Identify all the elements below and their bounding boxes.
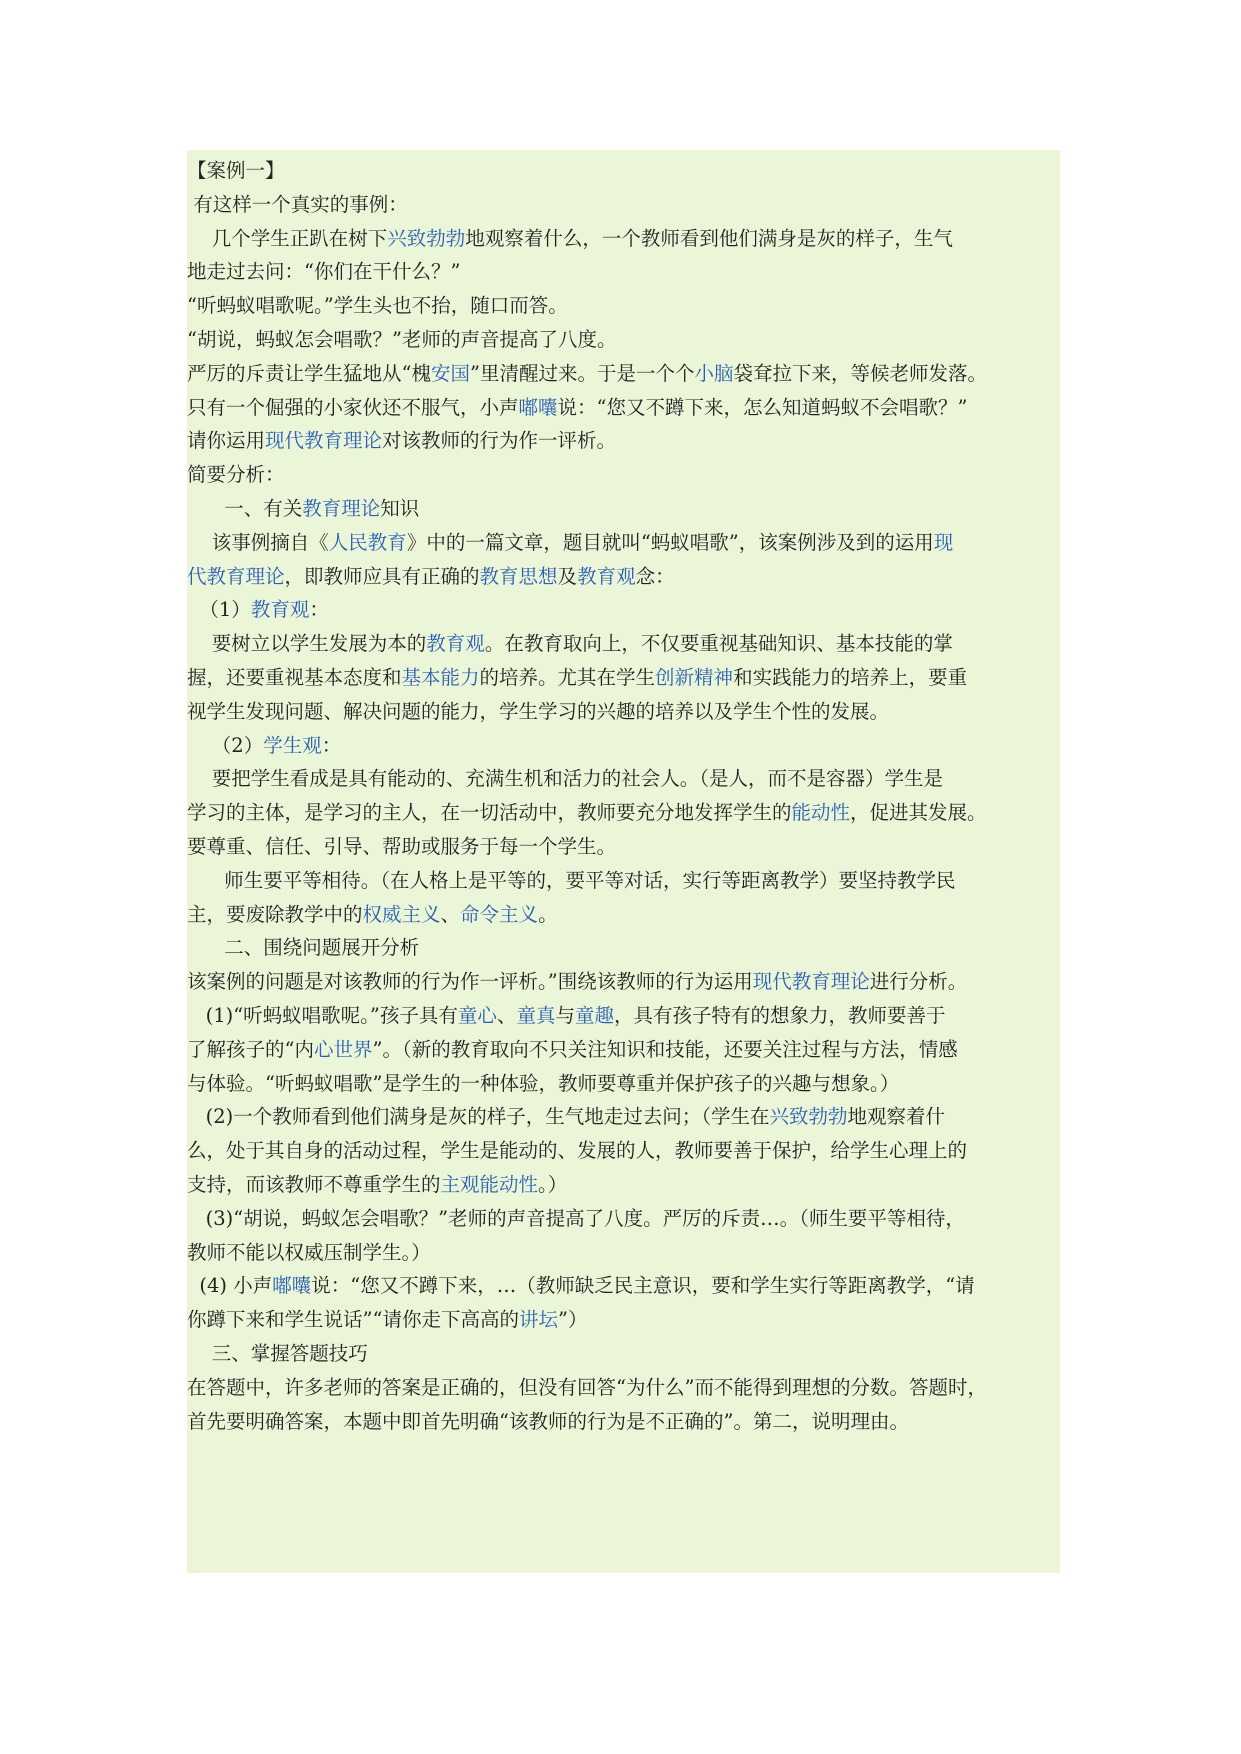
inline-link[interactable]: 童真 bbox=[516, 1004, 556, 1027]
text-line bbox=[187, 559, 675, 595]
text-line bbox=[187, 930, 419, 966]
line-text: 主，要废除教学中的 bbox=[187, 902, 363, 926]
line-text: 。 bbox=[538, 902, 558, 926]
text-line bbox=[187, 457, 285, 493]
inline-link[interactable]: 童趣 bbox=[574, 1004, 614, 1027]
inline-link[interactable]: 权威主义 bbox=[362, 902, 441, 926]
line-text: ，具有孩子特有的想象力，教师要善于 bbox=[613, 1004, 946, 1027]
text-line bbox=[187, 1201, 965, 1237]
line-text: 师生要平等相待。（在人格上是平等的，要平等对话，实行等距离教学）要坚持教学民 bbox=[187, 868, 956, 892]
text-line bbox=[187, 694, 889, 730]
line-text: 地观察着什 bbox=[847, 1105, 945, 1129]
text-line bbox=[187, 728, 341, 764]
text-line bbox=[187, 423, 616, 459]
text-line bbox=[187, 626, 953, 662]
line-text: 握，还要重视基本态度和 bbox=[187, 666, 402, 689]
line-text: 该事例摘自《 bbox=[187, 530, 329, 554]
line-text: 与体验。“听蚂蚁唱歌”是学生的一种体验，教师要尊重并保护孩子的兴趣与想象。） bbox=[187, 1071, 900, 1095]
text-line bbox=[187, 356, 987, 392]
line-text: 地观察着什么，一个教师看到他们满身是灰的样子，生气 bbox=[465, 226, 953, 250]
inline-link[interactable]: 童心 bbox=[457, 1004, 497, 1027]
text-line bbox=[187, 221, 953, 257]
text-line bbox=[187, 1032, 958, 1068]
line-text: 学习的主体，是学习的主人，在一切活动中，教师要充分地发挥学生的 bbox=[187, 801, 792, 825]
line-text: 要把学生看成是具有能动的、充满生机和活力的社会人。（是人，而不是容器）学生是 bbox=[187, 767, 944, 791]
text-line bbox=[187, 1099, 945, 1135]
inline-link[interactable]: 教育理论 bbox=[302, 497, 381, 520]
inline-link[interactable]: 教育观 bbox=[250, 598, 310, 622]
inline-link[interactable]: 命令主义 bbox=[460, 902, 539, 926]
text-line bbox=[187, 1268, 975, 1304]
line-text: (3)“胡说，蚂蚁怎会唱歌？”老师的声音提高了八度。严厉的斥责…。（师生要平等相待， bbox=[187, 1206, 965, 1230]
text-line bbox=[187, 288, 568, 324]
inline-link[interactable]: 心世界 bbox=[313, 1037, 373, 1061]
line-text: 、 bbox=[440, 902, 461, 926]
inline-link[interactable]: 嘟囔 bbox=[272, 1274, 312, 1298]
line-text: 进行分析。 bbox=[869, 970, 968, 994]
inline-link[interactable]: 人民教育 bbox=[328, 530, 407, 554]
line-text: 几个学生正趴在树下 bbox=[187, 226, 388, 250]
line-text: “胡说，蚂蚁怎会唱歌？”老师的声音提高了八度。 bbox=[187, 328, 617, 351]
line-text: 说：“您又不蹲下来，…（教师缺乏民主意识，要和学生实行等距离教学，“请 bbox=[311, 1274, 975, 1298]
text-line bbox=[187, 1370, 987, 1406]
inline-link[interactable]: 教育观 bbox=[577, 564, 636, 588]
inline-link[interactable]: 主观能动性 bbox=[440, 1173, 539, 1196]
text-line bbox=[187, 153, 285, 189]
line-text: 了解孩子的“内 bbox=[187, 1037, 314, 1061]
inline-link[interactable]: 教育观 bbox=[426, 632, 485, 656]
inline-link[interactable]: 能动性 bbox=[791, 801, 851, 825]
line-text: 地走过去问：“你们在干什么？” bbox=[187, 260, 461, 284]
line-text: 三、掌握答题技巧 bbox=[187, 1342, 368, 1365]
text-line bbox=[187, 1235, 431, 1271]
text-line bbox=[187, 1336, 368, 1372]
text-line bbox=[187, 322, 616, 358]
line-text: 【案例一】 bbox=[187, 159, 285, 182]
text-line bbox=[187, 829, 616, 865]
line-text: (2)一个教师看到他们满身是灰的样子，生气地走过去问；（学生在 bbox=[187, 1105, 770, 1129]
inline-link[interactable]: 兴致勃勃 bbox=[387, 226, 466, 250]
inline-link[interactable]: 兴致勃勃 bbox=[769, 1105, 848, 1129]
line-text: 视学生发现问题、解决问题的能力，学生学习的兴趣的培养以及学生个性的发展。 bbox=[187, 699, 890, 723]
line-text: （1） bbox=[187, 598, 251, 622]
text-line bbox=[187, 187, 408, 223]
line-text: (1)“听蚂蚁唱歌呢。”孩子具有 bbox=[187, 1004, 458, 1027]
inline-link[interactable]: 基本能力 bbox=[401, 666, 480, 689]
text-line bbox=[187, 1167, 567, 1203]
inline-link[interactable]: 创新精神 bbox=[655, 666, 734, 689]
line-text: 有这样一个真实的事例： bbox=[187, 192, 408, 216]
line-text: 与 bbox=[555, 1004, 575, 1027]
line-text: 一、有关 bbox=[187, 497, 303, 520]
line-text: 袋耷拉下来，等候老师发落。 bbox=[733, 361, 988, 385]
text-line bbox=[187, 863, 955, 899]
line-text: 知识 bbox=[380, 497, 420, 520]
line-text: “听蚂蚁唱歌呢。”学生头也不抬，随口而答。 bbox=[187, 294, 568, 318]
line-text: 在答题中，许多老师的答案是正确的，但没有回答“为什么”而不能得到理想的分数。答题时， bbox=[187, 1375, 987, 1399]
inline-link[interactable]: 现 bbox=[933, 530, 954, 554]
inline-link[interactable]: 安国 bbox=[430, 361, 470, 385]
line-text: 支持，而该教师不尊重学生的 bbox=[187, 1173, 441, 1196]
line-text: 要树立以学生发展为本的 bbox=[187, 632, 427, 656]
inline-link[interactable]: 讲坛 bbox=[518, 1308, 558, 1332]
inline-link[interactable]: 代教育理论 bbox=[187, 564, 285, 588]
line-text: ： bbox=[309, 598, 329, 622]
text-line bbox=[187, 491, 419, 527]
text-line bbox=[187, 998, 946, 1034]
inline-link[interactable]: 嘟囔 bbox=[518, 395, 558, 419]
line-text: 首先要明确答案，本题中即首先明确“该教师的行为是不正确的”。第二，说明理由。 bbox=[187, 1409, 909, 1433]
line-text: 教师不能以权威压制学生。） bbox=[187, 1240, 431, 1264]
document-body bbox=[187, 150, 1060, 1573]
line-text: 请你运用 bbox=[187, 429, 266, 453]
line-text: 。） bbox=[538, 1173, 568, 1196]
text-line bbox=[187, 592, 329, 628]
line-text: 么，处于其自身的活动过程，学生是能动的、发展的人，教师要善于保护，给学生心理上的 bbox=[187, 1139, 968, 1163]
line-text: 二、围绕问题展开分析 bbox=[187, 936, 420, 960]
line-text: 只有一个倔强的小家伙还不服气，小声 bbox=[187, 395, 519, 419]
inline-link[interactable]: 学生观 bbox=[263, 733, 322, 757]
inline-link[interactable]: 教育思想 bbox=[479, 564, 558, 588]
line-text: 念： bbox=[635, 564, 675, 588]
line-text: 对该教师的行为作一评析。 bbox=[382, 429, 617, 453]
text-line bbox=[187, 1302, 587, 1338]
line-text: 和实践能力的培养上，要重 bbox=[733, 666, 968, 689]
text-line bbox=[187, 660, 967, 696]
line-text: 、 bbox=[496, 1004, 517, 1027]
text-line bbox=[187, 390, 967, 426]
text-line bbox=[187, 254, 460, 290]
line-text: 》中的一篇文章，题目就叫“蚂蚁唱歌”，该案例涉及到的运用 bbox=[406, 530, 934, 554]
line-text: ”） bbox=[557, 1308, 588, 1332]
text-line bbox=[187, 795, 987, 831]
line-text: ： bbox=[321, 733, 342, 757]
line-text: ”。（新的教育取向不只关注知识和技能，还要关注过程与方法，情感 bbox=[372, 1037, 958, 1061]
inline-link[interactable]: 现代教育理论 bbox=[265, 429, 383, 453]
line-text: 及 bbox=[557, 564, 578, 588]
text-line bbox=[187, 525, 953, 561]
line-text: 要尊重、信任、引导、帮助或服务于每一个学生。 bbox=[187, 835, 617, 858]
line-text: ，即教师应具有正确的 bbox=[284, 564, 480, 588]
line-text: 说：“您又不蹲下来，怎么知道蚂蚁不会唱歌？” bbox=[557, 395, 968, 419]
inline-link[interactable]: 现代教育理论 bbox=[752, 970, 870, 994]
line-text: 。在教育取向上，不仅要重视基础知识、基本技能的掌 bbox=[484, 632, 953, 656]
text-line bbox=[187, 1133, 967, 1169]
line-text: ，促进其发展。 bbox=[850, 801, 987, 825]
inline-link[interactable]: 小脑 bbox=[694, 361, 734, 385]
text-line bbox=[187, 1404, 909, 1440]
line-text: 的培养。尤其在学生 bbox=[479, 666, 656, 689]
line-text: 你蹲下来和学生说话”“请你走下高高的 bbox=[187, 1308, 519, 1332]
text-line bbox=[187, 964, 967, 1000]
text-line bbox=[187, 761, 943, 797]
line-text: 该案例的问题是对该教师的行为作一评析。”围绕该教师的行为运用 bbox=[187, 970, 753, 994]
text-line bbox=[187, 1066, 899, 1102]
line-text: (4) 小声 bbox=[187, 1274, 273, 1298]
line-text: ”里清醒过来。于是一个个 bbox=[470, 361, 695, 385]
line-text: 严厉的斥责让学生猛地从“槐 bbox=[187, 361, 431, 385]
text-line bbox=[187, 897, 558, 933]
line-text: （2） bbox=[187, 733, 264, 757]
line-text: 简要分析： bbox=[187, 463, 285, 487]
